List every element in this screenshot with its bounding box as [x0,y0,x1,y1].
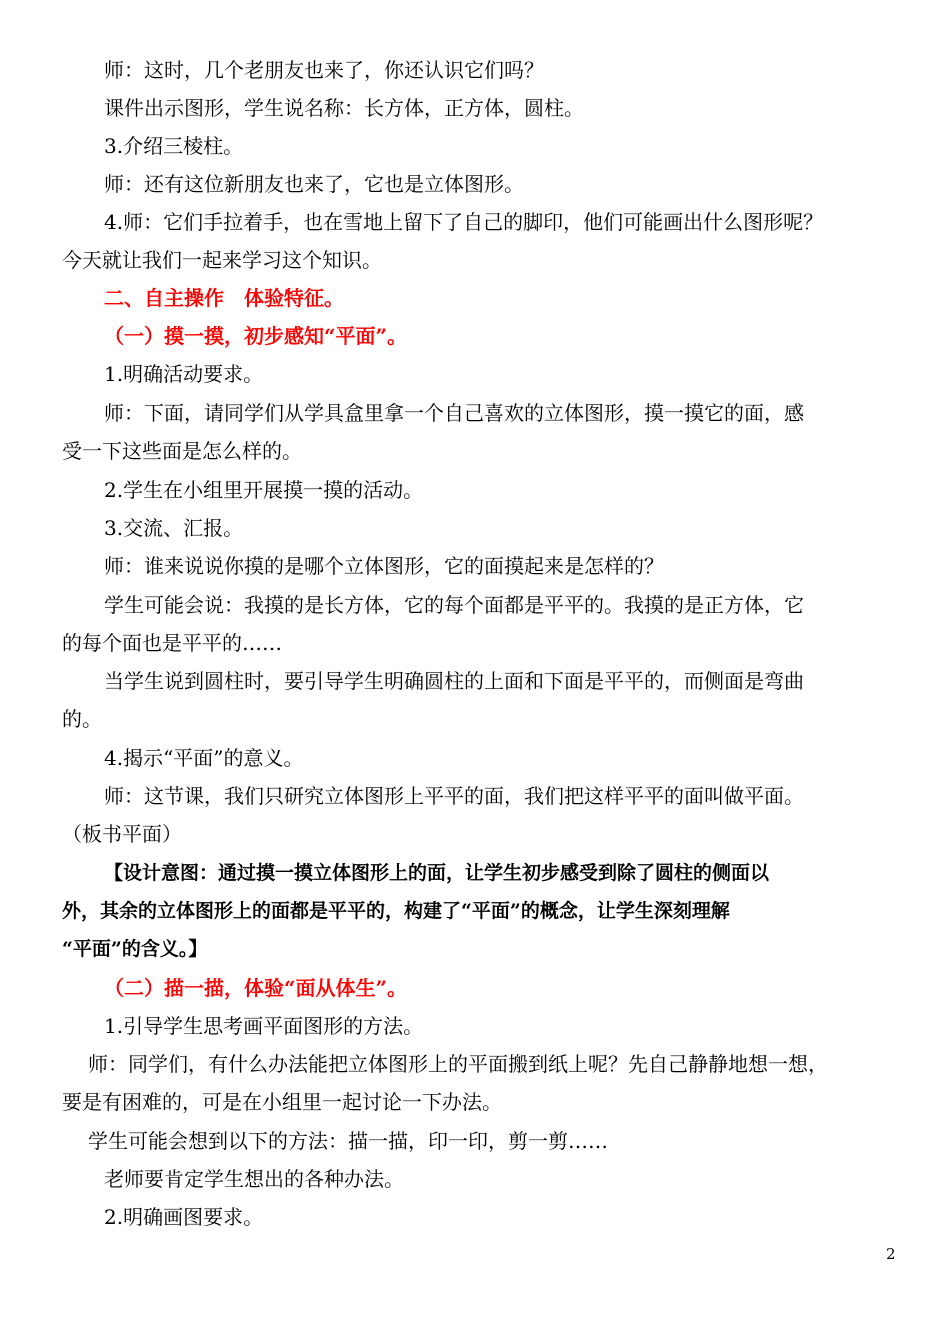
paragraph-line: 3.交流、汇报。 [104,516,244,540]
design-intent-line: 外，其余的立体图形上的面都是平平的，构建了“平面”的概念，让学生深刻理解 [62,900,730,922]
paragraph-line: 2.学生在小组里开展摸一摸的活动。 [104,478,424,502]
paragraph-line: 当学生说到圆柱时，要引导学生明确圆柱的上面和下面是平平的，而侧面是弯曲 [104,669,804,693]
section-heading: 二、自主操作 体验特征。 [104,286,344,310]
paragraph-line: 的。 [62,707,102,731]
paragraph-line: 4.师：它们手拉着手，也在雪地上留下了自己的脚印，他们可能画出什么图形呢？ [104,210,824,234]
paragraph-line: 的每个面也是平平的…… [62,631,282,655]
subsection-heading: （二）描一描，体验“面从体生”。 [104,976,408,1000]
design-intent-line: 【设计意图：通过摸一摸立体图形上的面，让学生初步感受到除了圆柱的侧面以 [104,862,770,884]
paragraph-line: 要是有困难的，可是在小组里一起讨论一下办法。 [62,1090,502,1114]
paragraph-line: 4.揭示“平面”的意义。 [104,746,304,770]
page-number: 2 [886,1245,896,1263]
paragraph-line: 学生可能会说：我摸的是长方体，它的每个面都是平平的。我摸的是正方体，它 [104,593,804,617]
paragraph-line: 1.明确活动要求。 [104,362,264,386]
paragraph-line: （板书平面） [62,822,182,846]
paragraph-line: 师：这时，几个老朋友也来了，你还认识它们吗？ [104,58,544,82]
design-intent-line: “平面”的含义。】 [62,938,208,960]
paragraph-line: 师：谁来说说你摸的是哪个立体图形，它的面摸起来是怎样的？ [104,554,664,578]
paragraph-line: 今天就让我们一起来学习这个知识。 [62,248,382,272]
paragraph-line: 学生可能会想到以下的方法：描一描，印一印，剪一剪…… [88,1129,608,1153]
subsection-heading: （一）摸一摸，初步感知“平面”。 [104,324,408,348]
paragraph-line: 3.介绍三棱柱。 [104,134,244,158]
paragraph-line: 课件出示图形，学生说名称：长方体，正方体，圆柱。 [104,96,584,120]
paragraph-line: 师：还有这位新朋友也来了，它也是立体图形。 [104,172,524,196]
paragraph-line: 老师要肯定学生想出的各种办法。 [104,1167,404,1191]
paragraph-line: 师：这节课，我们只研究立体图形上平平的面，我们把这样平平的面叫做平面。 [104,784,804,808]
paragraph-line: 师：同学们，有什么办法能把立体图形上的平面搬到纸上呢？先自己静静地想一想， [88,1052,828,1076]
paragraph-line: 受一下这些面是怎么样的。 [62,439,302,463]
paragraph-line: 2.明确画图要求。 [104,1205,264,1229]
paragraph-line: 1.引导学生思考画平面图形的方法。 [104,1014,424,1038]
paragraph-line: 师：下面，请同学们从学具盒里拿一个自己喜欢的立体图形，摸一摸它的面，感 [104,401,804,425]
